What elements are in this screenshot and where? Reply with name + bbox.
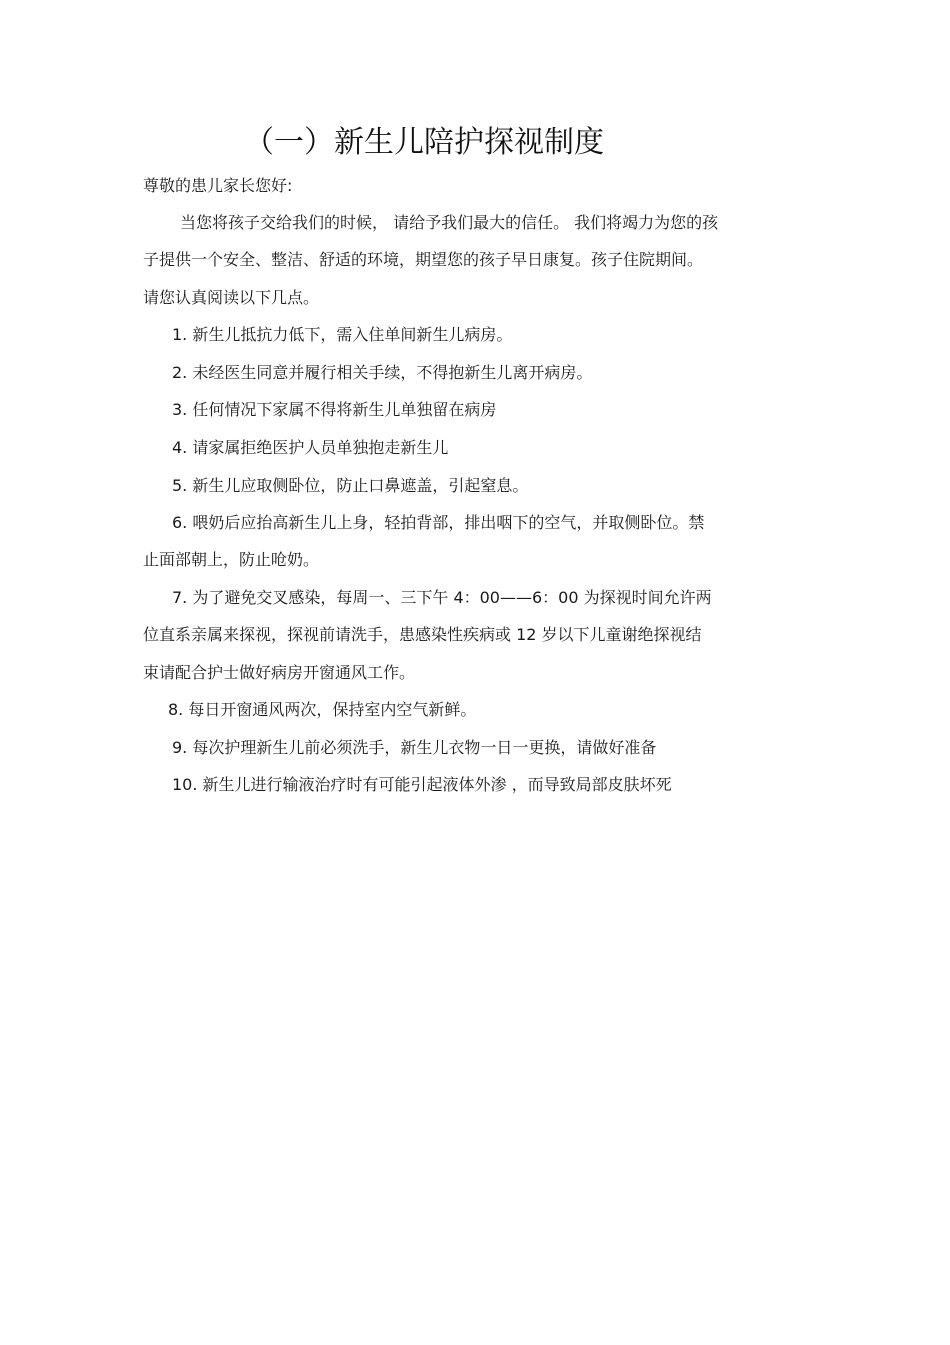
rule-item-7-line-2: 位直系亲属来探视，探视前请洗手，患感染性疾病或 12 岁以下儿童谢绝探视结: [143, 625, 702, 644]
rule-item-10: 10. 新生儿进行输液治疗时有可能引起液体外渗 ，而导致局部皮肤坏死: [172, 775, 672, 794]
intro-line-1: 当您将孩子交给我们的时候， 请给予我们最大的信任。 我们将竭力为您的孩: [180, 213, 719, 232]
rule-item-7-line-1: 7. 为了避免交叉感染，每周一、三下午 4：00——6：00 为探视时间允许两: [172, 588, 712, 607]
rule-item-5: 5. 新生儿应取侧卧位，防止口鼻遮盖，引起窒息。: [172, 476, 529, 495]
greeting: 尊敬的患儿家长您好:: [143, 176, 293, 195]
rule-item-1: 1. 新生儿抵抗力低下，需入住单间新生儿病房。: [172, 325, 513, 344]
rule-item-3: 3. 任何情况下家属不得将新生儿单独留在病房: [172, 400, 497, 419]
rule-item-9: 9. 每次护理新生儿前必须洗手，新生儿衣物一日一更换，请做好准备: [172, 738, 657, 757]
rule-item-4: 4. 请家属拒绝医护人员单独抱走新生儿: [172, 438, 449, 457]
rule-item-7-line-3: 束请配合护士做好病房开窗通风工作。: [143, 663, 416, 682]
rule-item-6-line-2: 止面部朝上，防止呛奶。: [143, 550, 320, 569]
rule-item-6-line-1: 6. 喂奶后应抬高新生儿上身，轻拍背部，排出咽下的空气，并取侧卧位。禁: [172, 513, 705, 532]
rule-item-2: 2. 未经医生同意并履行相关手续，不得抱新生儿离开病房。: [172, 363, 593, 382]
intro-line-2: 子提供一个安全、整洁、舒适的环境，期望您的孩子早日康复。孩子住院期间。: [143, 250, 704, 269]
intro-line-3: 请您认真阅读以下几点。: [143, 288, 320, 307]
rule-item-8: 8. 每日开窗通风两次，保持室内空气新鲜。: [168, 700, 477, 719]
document-title: （一）新生儿陪护探视制度: [244, 125, 604, 160]
